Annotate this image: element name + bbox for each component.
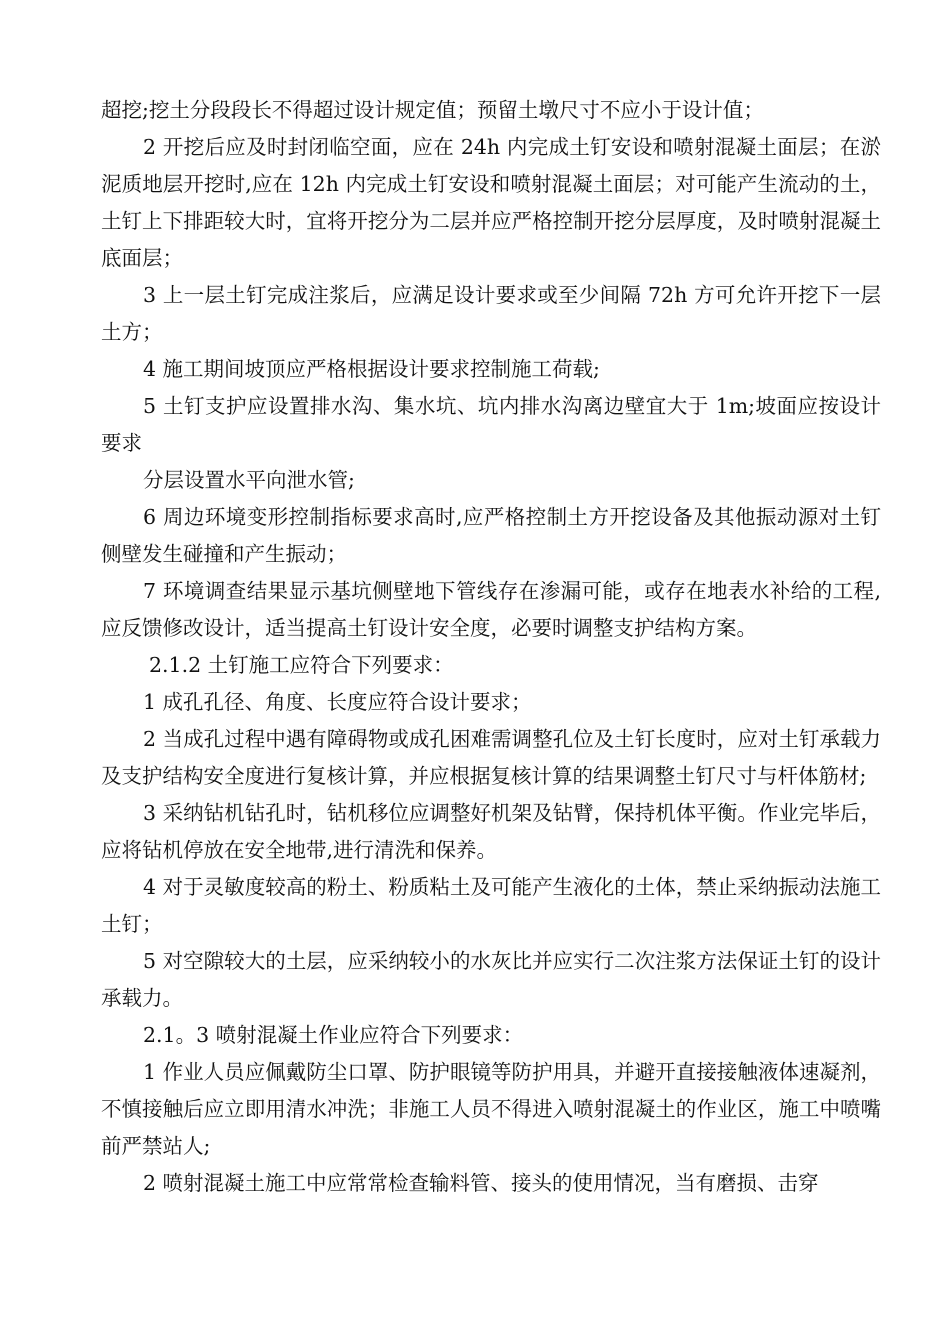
- paragraph: 5 土钉支护应设置排水沟、集水坑、坑内排水沟离边壁宜大于 1m;坡面应按设计要求: [101, 394, 881, 455]
- paragraph: 3 采纳钻机钻孔时，钻机移位应调整好机架及钻臂，保持机体平衡。作业完毕后，应将钻机停放在安全地带,进行清洗和保养。: [101, 801, 881, 862]
- paragraph: 5 对空隙较大的土层，应采纳较小的水灰比并应实行二次注浆方法保证土钉的设计承载力。: [101, 949, 881, 1010]
- paragraph: 2 当成孔过程中遇有障碍物或成孔困难需调整孔位及土钉长度时，应对土钉承载力及支护结构安全度进行复核计算，并应根据复核计算的结果调整土钉尺寸与杆体筋材;: [101, 727, 881, 788]
- section-heading: 2.1。3 喷射混凝土作业应符合下列要求：: [143, 1023, 524, 1047]
- paragraph: 4 对于灵敏度较高的粉土、粉质粘土及可能产生液化的土体，禁止采纳振动法施工土钉；: [101, 875, 881, 936]
- paragraph: 6 周边环境变形控制指标要求高时,应严格控制土方开挖设备及其他振动源对土钉侧壁发生碰撞和产生振动；: [101, 505, 881, 566]
- paragraph: 1 成孔孔径、角度、长度应符合设计要求；: [143, 690, 532, 714]
- paragraph: 超挖;挖土分段段长不得超过设计规定值；预留土墩尺寸不应小于设计值；: [101, 98, 764, 122]
- paragraph: 3 上一层土钉完成注浆后，应满足设计要求或至少间隔 72h 方可允许开挖下一层土方；: [101, 283, 881, 344]
- paragraph: 7 环境调查结果显示基坑侧壁地下管线存在渗漏可能，或存在地表水补给的工程,应反馈修改设计，适当提高土钉设计安全度，必要时调整支护结构方案。: [101, 579, 881, 640]
- document-body: [101, 92, 881, 1202]
- paragraph: 分层设置水平向泄水管;: [143, 468, 355, 492]
- section-heading: 2.1.2 土钉施工应符合下列要求：: [149, 653, 454, 677]
- paragraph: 1 作业人员应佩戴防尘口罩、防护眼镜等防护用具，并避开直接接触液体速凝剂，不慎接触后应立即用清水冲洗；非施工人员不得进入喷射混凝土的作业区，施工中喷嘴前严禁站人;: [101, 1060, 881, 1158]
- paragraph: 2 喷射混凝土施工中应常常检查输料管、接头的使用情况，当有磨损、击穿: [143, 1171, 819, 1195]
- paragraph: 2 开挖后应及时封闭临空面，应在 24h 内完成土钉安设和喷射混凝土面层；在淤泥质地层开挖时,应在 12h 内完成土钉安设和喷射混凝土面层；对可能产生流动的土，土钉上下排距较大时，宜将开挖分为二层并应严格控制开挖分层厚度，及时喷射混凝土底面层；: [101, 135, 881, 270]
- paragraph: 4 施工期间坡顶应严格根据设计要求控制施工荷载;: [143, 357, 600, 381]
